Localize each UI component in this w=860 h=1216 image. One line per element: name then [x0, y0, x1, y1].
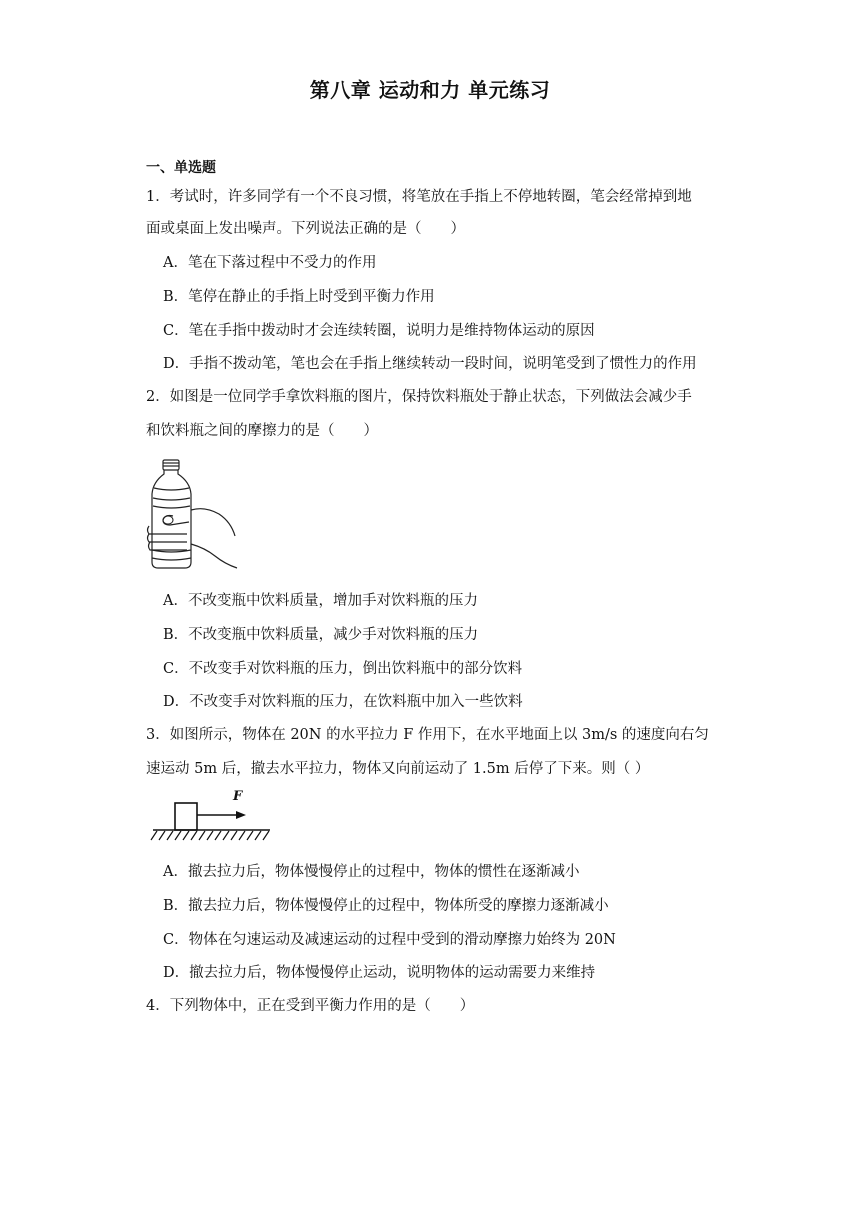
- q1-option-c: C．笔在手指中拨动时才会连续转圈，说明力是维持物体运动的原因: [163, 323, 595, 339]
- force-arrow-head: [236, 811, 246, 819]
- q3-option-c: C．物体在匀速运动及减速运动的过程中受到的滑动摩擦力始终为 20N: [163, 932, 616, 948]
- q2-stem-line2: 和饮料瓶之间的摩擦力的是（ ）: [146, 423, 378, 439]
- ground-hatching: [151, 831, 269, 840]
- q3-option-d: D．撤去拉力后，物体慢慢停止运动，说明物体的运动需要力来维持: [163, 965, 596, 981]
- hand-holding-bottle-figure: [143, 458, 238, 573]
- q3-option-a: A．撤去拉力后，物体慢慢停止的过程中，物体的惯性在逐渐减小: [163, 864, 580, 880]
- q2-stem-line1: 2．如图是一位同学手拿饮料瓶的图片，保持饮料瓶处于静止状态，下列做法会减少手: [146, 389, 692, 405]
- section-heading: 一、单选题: [146, 160, 216, 176]
- block-shape: [175, 803, 197, 830]
- block-pulled-by-force-figure: [145, 788, 275, 844]
- q3-stem-line2: 速运动 5m 后，撤去水平拉力，物体又向前运动了 1.5m 后停了下来。则（ ）: [146, 761, 650, 777]
- q1-stem-line2: 面或桌面上发出噪声。下列说法正确的是（ ）: [146, 221, 465, 237]
- q2-option-a: A．不改变瓶中饮料质量，增加手对饮料瓶的压力: [163, 593, 478, 609]
- q2-option-b: B．不改变瓶中饮料质量，减少手对饮料瓶的压力: [163, 627, 479, 643]
- q4-stem-line1: 4．下列物体中，正在受到平衡力作用的是（ ）: [146, 998, 475, 1014]
- q1-option-d: D．手指不拨动笔，笔也会在手指上继续转动一段时间，说明笔受到了惯性力的作用: [163, 356, 697, 372]
- q1-option-b: B．笔停在静止的手指上时受到平衡力作用: [163, 289, 435, 305]
- q2-option-c: C．不改变手对饮料瓶的压力，倒出饮料瓶中的部分饮料: [163, 661, 523, 677]
- q1-option-a: A．笔在下落过程中不受力的作用: [163, 255, 377, 271]
- force-label: F: [233, 789, 243, 804]
- q3-stem-line1: 3．如图所示，物体在 20N 的水平拉力 F 作用下，在水平地面上以 3m/s 的速度向右匀: [146, 727, 709, 743]
- q2-option-d: D．不改变手对饮料瓶的压力，在饮料瓶中加入一些饮料: [163, 694, 523, 710]
- q1-stem-line1: 1．考试时，许多同学有一个不良习惯，将笔放在手指上不停地转圈，笔会经常掉到地: [146, 189, 692, 205]
- page-title: 第八章 运动和力 单元练习: [309, 78, 551, 102]
- q3-option-b: B．撤去拉力后，物体慢慢停止的过程中，物体所受的摩擦力逐渐减小: [163, 898, 609, 914]
